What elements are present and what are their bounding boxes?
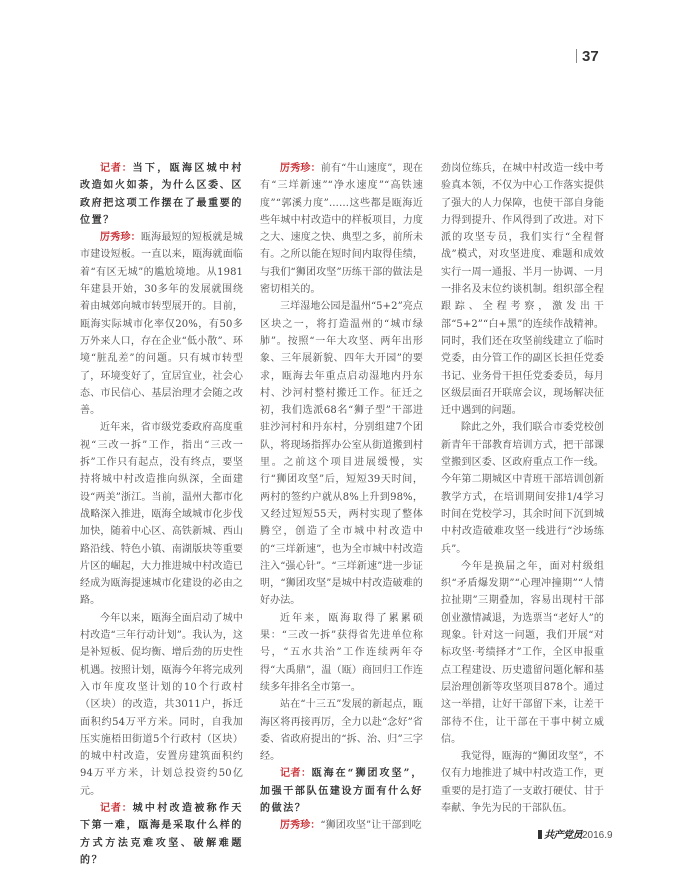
question	[80, 160, 243, 229]
paragraph: 除此之外，我们联合市委党校创新青年干部教育培训方式，把干部课堂搬到区委、区政府重点工作一线。今年第二期城区中青班干部培训创新教学方式，在培训期间安排1/4学习时间在党校学习，其余时间下沉到城中村改造破难攻坚一线进行“沙场练兵”。	[441, 422, 604, 555]
paragraph: 站在“十三五”发展的新起点，瓯海区将再接再厉，全力以赴“念好”省委、省政府提出的“拆、治、归”三字经。	[260, 699, 423, 763]
paragraph: 今年是换届之年，面对村级组织“矛盾爆发期”“心理冲撞期”“人情拉扯期”三期叠加，容易出现村干部创业激情减退，为选票当“老好人”的现象。针对这一问题，我们开展“对标攻坚·考绩择才”工作，全区申报重点工程建设、历史遗留问题化解和基层治理创新等攻坚项目878个。通过这一举措，让好干部留下来，让差干部待不住，让干部在干事中树立威信。	[441, 560, 604, 745]
speaker-label: 记者：	[100, 802, 133, 814]
issue-number: 2016.9	[582, 830, 613, 841]
divider	[576, 49, 577, 63]
speaker-label: 厉秀珍：	[280, 163, 321, 174]
answer	[80, 229, 243, 419]
question-text: 当下，瓯海区城中村改造如火如荼，为什么区委、区政府把这项工作摆在了最重要的位置？	[80, 163, 243, 226]
column-1	[80, 160, 243, 869]
speaker-label: 记者：	[280, 768, 312, 780]
paragraph: 三垟湿地公园是温州“5+2”亮点区块之一，将打造温州的“城市绿肺”。按照“一年大攻坚、两年出形象、三年展新貌、四年大开园”的要求，瓯海去年重点启动湿地内丹东村、沙河村整村搬迁工作。征迁之初，我们选派68名“狮子型”干部进驻沙河村和丹东村，分别组建7个团队，将现场指挥办公室从街道搬到村里。之前这个项目进展缓慢，实行“狮团攻坚”后，短短39天时间，两村的签约户就从8%上升到98%，又经过短短55天，两村实现了整体腾空，创造了全市城中村改造中的“三垟新速”，也为全市城中村改造注入“强心针”。“三垟新速”进一步证明，“狮团攻坚”是城中村改造破难的好办法。	[260, 301, 423, 607]
magazine-logo: 共产党员	[538, 830, 582, 841]
footer	[538, 826, 613, 841]
question	[260, 765, 423, 817]
page-number	[576, 48, 599, 65]
answer-text: 瓯海最短的短板就是城市建设短板。一直以来，瓯海就面临着“有区无城”的尴尬境地。从1981年建县开始，30多年的发展就围绕着由城郊向城市转型展开的。目前，瓯海实际城市化率仅20%，有50多万外来人口，存在企业“低小散”、环境“脏乱差”的问题。只有城市转型了，环境变好了，宜居宜业，社会心态、市民信心、基层治理才会随之改善。	[80, 232, 243, 417]
paragraph: 近年来，瓯海取得了累累硕果：“三改一拆”获得省先进单位称号，“五水共治”工作连续两年夺得“大禹鼎”，温（瓯）商回归工作连续多年排名全市第一。	[260, 612, 423, 693]
question-text: 城中村改造被称作天下第一难，瓯海是采取什么样的方式方法克难攻坚、破解难题的？	[80, 802, 243, 866]
speaker-label: 记者：	[100, 163, 133, 174]
column-3	[441, 160, 604, 817]
paragraph: 近年来，省市级党委政府高度重视“三改一拆”工作，指出“三改一拆”工作只有起点，没有终点，要坚持将城中村改造推向纵深，全面建设“两美”浙江。当前，温州大都市化战略深入推进，瓯海全域城市化步伐加快，随着中心区、高铁新城、西山路沿线、特色小镇、南湖版块等重要片区的崛起，大力推进城中村改造已经成为瓯海提速城市化建设的必由之路。	[80, 422, 243, 607]
answer-text: 前有“牛山速度”，现在有“三垟新速”“净水速度”“高铁速度”“郭溪力度”……这些都是瓯海近些年城中村改造中的样板项目，力度之大、速度之快、典型之多，前所未有。之所以能在短时间内取得佳绩，与我们“狮团攻坚”历练干部的做法是密切相关的。	[260, 163, 423, 296]
question	[80, 800, 243, 869]
column-2	[260, 160, 423, 835]
question-text: 瓯海在“狮团攻坚”，加强干部队伍建设方面有什么好的做法？	[260, 768, 423, 814]
paragraph: 我觉得，瓯海的“狮团攻坚”，不仅有力地推进了城中村改造工作，更重要的是打造了一支敢打硬仗、甘于奉献、争先为民的干部队伍。	[441, 751, 604, 814]
paragraph: 今年以来，瓯海全面启动了城中村改造“三年行动计划”。我认为，这是补短板、促均衡、增后劲的历史性机遇。按照计划，瓯海今年将完成列入市年度攻坚计划的10个行政村（区块）的改造，共3011户，拆迁面积约54万平方米。同时，自我加压实施梧田街道5个行政村（区块）的城中村改造，安置房建筑面积约94万平方米，计划总投资约50亿元。	[80, 612, 243, 797]
speaker-label: 厉秀珍：	[280, 820, 321, 832]
paragraph-continued: 劲岗位练兵，在城中村改造一线中考验真本领，不仅为中心工作落实提供了强大的人力保障，也使干部自身能力得到提升、作风得到了改进。对下派的攻坚专员，我们实行“全程督战”模式，对攻坚进度、难题和成效实行一周一通报、半月一协调、一月一排名及末位约谈机制。组织部全程跟踪、全程考察，激发出干部“5+2”“白+黑”的连续作战精神。同时，我们还在攻坚前线建立了临时党委，由分管工作的副区长担任党委书记、业务骨干担任党委委员，每月区级层面召开联席会议，现场解决征迁中遇到的问题。	[441, 163, 604, 417]
answer	[260, 817, 423, 834]
speaker-label: 厉秀珍：	[100, 232, 141, 244]
page-number-text: 37	[582, 48, 599, 65]
answer	[260, 160, 423, 298]
answer-text: “狮团攻坚”让干部到吃	[320, 820, 422, 832]
